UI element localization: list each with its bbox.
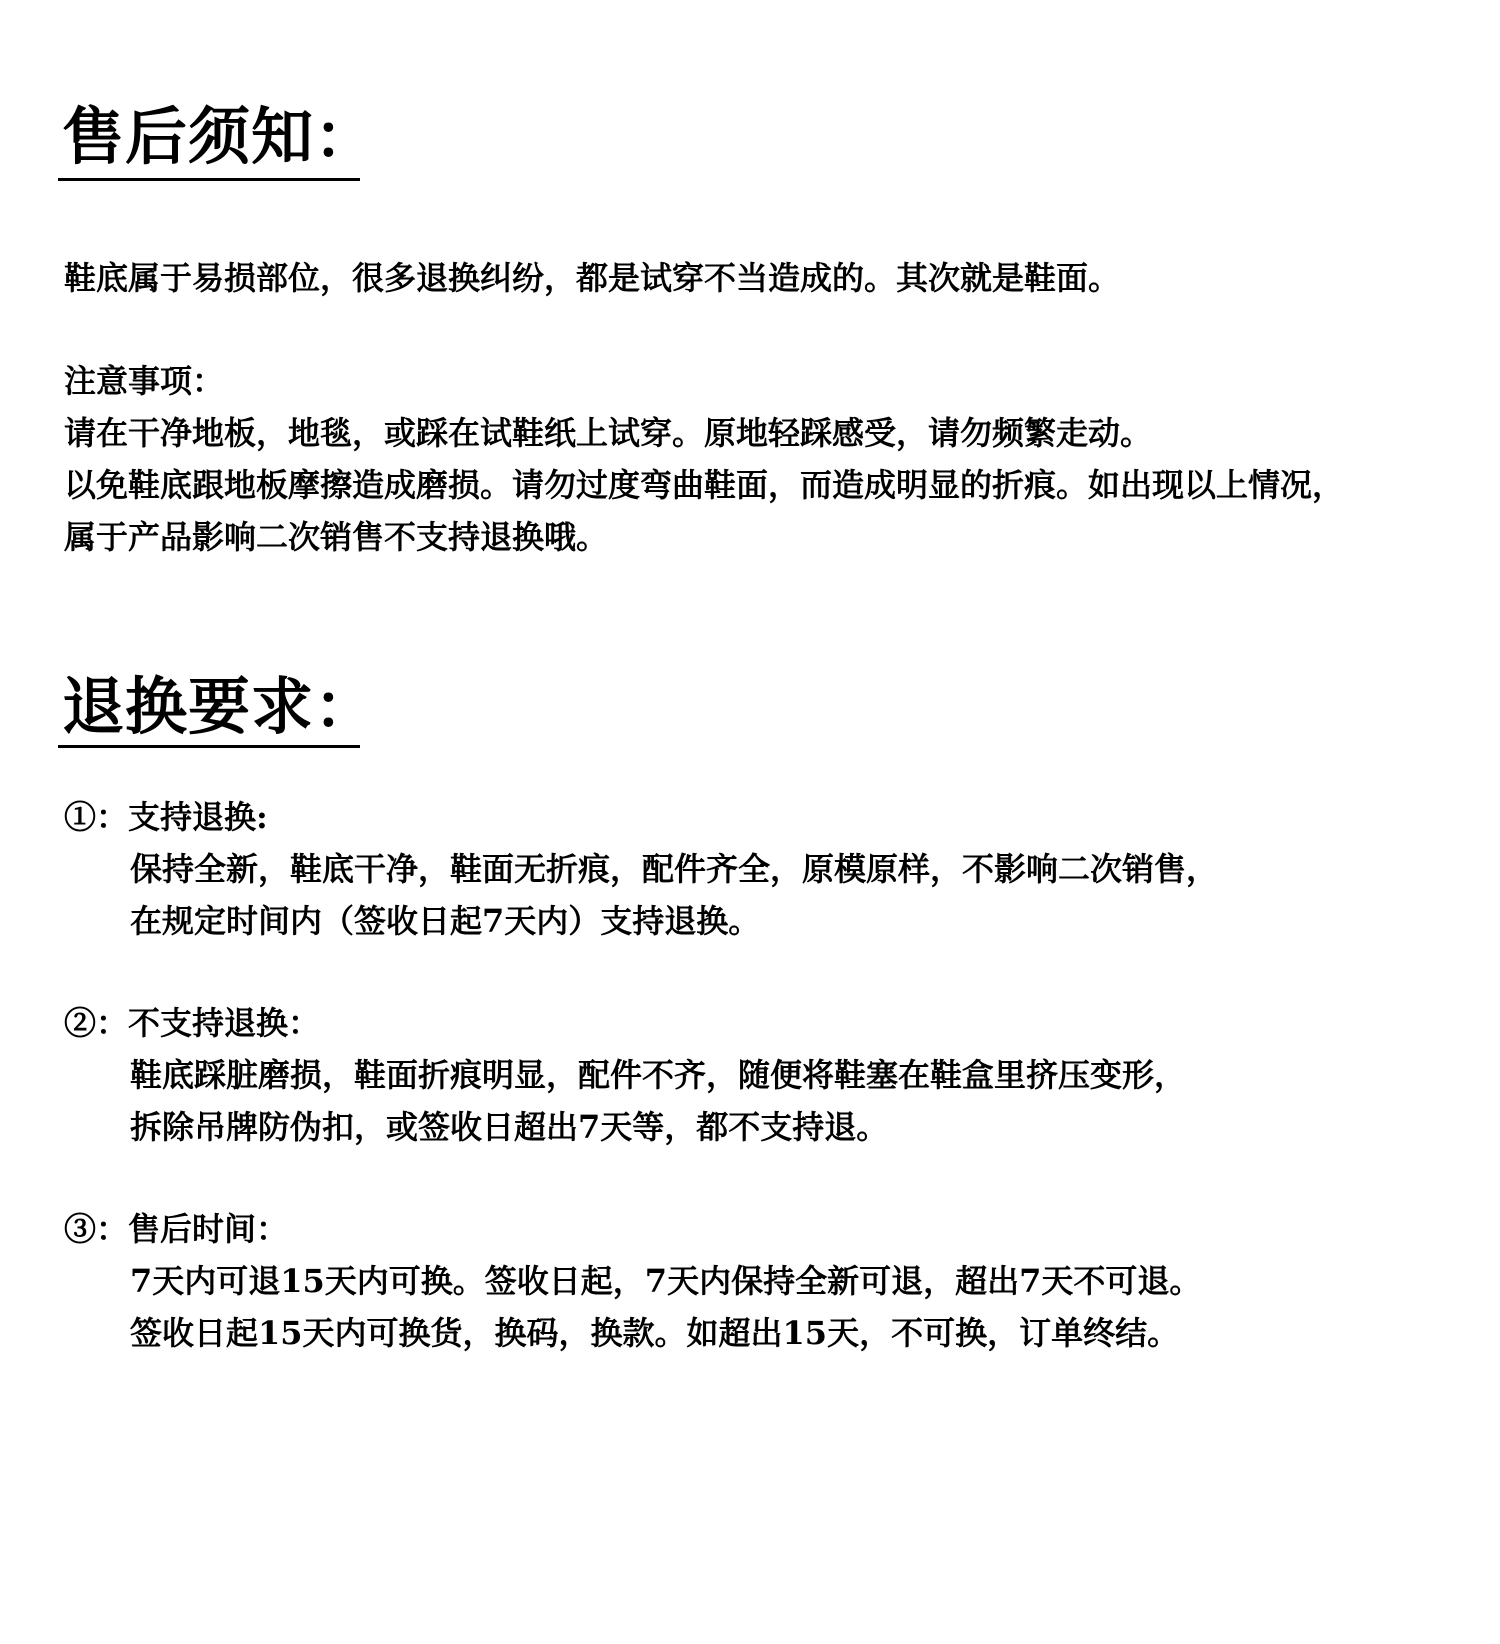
requirement-item-line: 鞋底踩脏磨损，鞋面折痕明显，配件不齐，随便将鞋塞在鞋盒里挤压变形， bbox=[130, 1056, 1187, 1094]
requirements-title: 退换要求： bbox=[62, 670, 378, 743]
precautions-line: 请在干净地板，地毯，或踩在试鞋纸上试穿。原地轻踩感受，请勿频繁走动。 bbox=[64, 414, 1153, 452]
requirement-item-line: 拆除吊牌防伪扣，或签收日超出7天等，都不支持退。 bbox=[130, 1108, 889, 1146]
requirement-item-label: ①：支持退换: bbox=[64, 798, 268, 836]
precautions-line: 属于产品影响二次销售不支持退换哦。 bbox=[64, 518, 609, 556]
requirement-item-line: 签收日起15天内可换货，换码，换款。如超出15天，不可换，订单终结。 bbox=[130, 1314, 1180, 1352]
precautions-label: 注意事项： bbox=[64, 362, 225, 400]
notice-intro: 鞋底属于易损部位，很多退换纠纷，都是试穿不当造成的。其次就是鞋面。 bbox=[64, 259, 1121, 297]
requirement-item-line: 7天内可退15天内可换。签收日起，7天内保持全新可退，超出7天不可退。 bbox=[130, 1262, 1202, 1300]
requirement-item-line: 在规定时间内（签收日起7天内）支持退换。 bbox=[130, 902, 761, 940]
requirement-item-label: ②：不支持退换： bbox=[64, 1004, 321, 1042]
requirements-title-underline bbox=[58, 745, 360, 748]
precautions-line: 以免鞋底跟地板摩擦造成磨损。请勿过度弯曲鞋面，而造成明显的折痕。如出现以上情况， bbox=[64, 466, 1345, 504]
requirement-item-label: ③：售后时间： bbox=[64, 1210, 289, 1248]
notice-title: 售后须知： bbox=[62, 100, 378, 173]
requirement-item-line: 保持全新，鞋底干净，鞋面无折痕，配件齐全，原模原样，不影响二次销售， bbox=[130, 850, 1219, 888]
notice-title-underline bbox=[58, 178, 360, 181]
